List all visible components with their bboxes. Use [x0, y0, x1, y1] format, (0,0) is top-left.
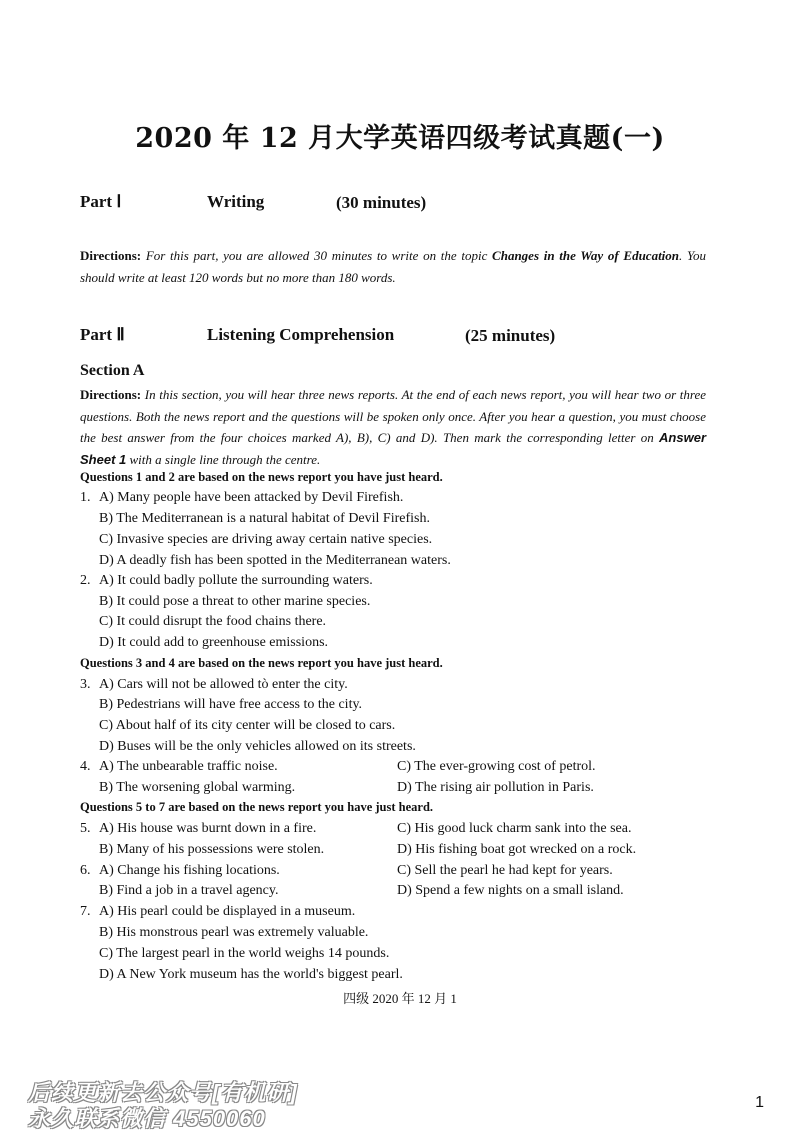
answer-option: D) It could add to greenhouse emissions.: [99, 635, 329, 650]
answer-option: B) Many of his possessions were stolen.: [99, 842, 325, 857]
answer-option: A) His house was burnt down in a fire.: [99, 821, 317, 836]
answer-option: C) Invasive species are driving away certain native species.: [99, 532, 433, 547]
answer-option: B) The worsening global warming.: [99, 780, 296, 795]
answer-option: A) The unbearable traffic noise.: [99, 759, 278, 774]
question-number: 2.: [80, 573, 91, 588]
question-number: 1.: [80, 490, 91, 505]
answer-option: D) Buses will be the only vehicles allowed on its streets.: [99, 739, 416, 754]
answer-option: D) A deadly fish has been spotted in the Mediterranean waters.: [99, 553, 451, 568]
answer-option: D) A New York museum has the world's biggest pearl.: [99, 967, 403, 982]
answer-option: B) The Mediterranean is a natural habitat of Devil Firefish.: [99, 511, 430, 526]
part1-directions: [80, 245, 706, 288]
page-title: 2020 年 12 月大学英语四级考试真题(一): [135, 123, 665, 154]
directions-text-end: with a single line through the centre.: [129, 451, 321, 467]
question-group-header: Questions 3 and 4 are based on the news report you have just heard.: [80, 656, 443, 670]
part2-directions: [80, 384, 706, 470]
part2-name: Listening Comprehension: [207, 325, 395, 344]
answer-option: A) Many people have been attacked by Devil Firefish.: [99, 490, 404, 505]
answer-option: C) The largest pearl in the world weighs 14 pounds.: [99, 946, 390, 961]
section-heading: Section A: [80, 362, 145, 379]
watermark-line-1: 后续更新去公众号[有机研]: [28, 1080, 298, 1105]
question-group-header: Questions 5 to 7 are based on the news report you have just heard.: [80, 800, 434, 814]
answer-option: A) Change his fishing locations.: [99, 863, 280, 878]
page-footer: 四级 2020 年 12 月 1: [343, 991, 457, 1006]
part1-name: Writing: [207, 192, 265, 211]
answer-option: D) The rising air pollution in Paris.: [397, 780, 594, 795]
answer-option: B) It could pose a threat to other marine species.: [99, 594, 371, 609]
essay-topic: Changes in the Way of Education: [492, 248, 680, 263]
page-number: 1: [755, 1094, 764, 1111]
answer-option: A) It could badly pollute the surrounding waters.: [99, 573, 373, 588]
part1-label: Part Ⅰ: [80, 192, 122, 211]
answer-option: C) The ever-growing cost of petrol.: [397, 759, 596, 774]
directions-text: For this part, you are allowed 30 minutes to write on the topic: [145, 248, 488, 263]
part1-time: (30 minutes): [336, 193, 427, 212]
question-number: 7.: [80, 904, 91, 919]
answer-option: C) Sell the pearl he had kept for years.: [397, 863, 613, 878]
answer-option: D) Spend a few nights on a small island.: [397, 883, 624, 898]
part2-time: (25 minutes): [465, 326, 556, 345]
answer-sheet-ref: Answer Sheet 1: [80, 430, 707, 467]
directions-text-end: . You should write at least 120 words but no more than 180 words.: [80, 248, 707, 285]
question-number: 3.: [80, 677, 91, 692]
part2-label: Part Ⅱ: [80, 325, 125, 344]
question-group-header: Questions 1 and 2 are based on the news report you have just heard.: [80, 470, 443, 484]
watermark-line-2: 永久联系微信 4550060: [28, 1106, 266, 1131]
question-number: 5.: [80, 821, 91, 836]
answer-option: A) Cars will not be allowed tò enter the city.: [99, 677, 348, 692]
answer-option: A) His pearl could be displayed in a museum.: [99, 904, 356, 919]
directions-label: Directions:: [80, 248, 142, 263]
answer-option: C) It could disrupt the food chains there.: [99, 614, 327, 629]
directions-text: In this section, you will hear three news reports. At the end of each news report, you will hear two or three questions. Both the news report and the questions will be spoken only once. After you hear a question, you must choose the best answer from the four choices marked A), B), C) and D). Then mark the corresponding letter on: [80, 387, 706, 445]
answer-option: D) His fishing boat got wrecked on a rock.: [397, 842, 637, 857]
question-number: 6.: [80, 863, 91, 878]
answer-option: B) His monstrous pearl was extremely valuable.: [99, 925, 369, 940]
answer-option: C) His good luck charm sank into the sea.: [397, 821, 632, 836]
answer-option: B) Pedestrians will have free access to the city.: [99, 697, 363, 712]
question-number: 4.: [80, 759, 91, 774]
directions-label: Directions:: [80, 387, 142, 402]
answer-option: C) About half of its city center will be closed to cars.: [99, 718, 396, 733]
answer-option: B) Find a job in a travel agency.: [99, 883, 279, 898]
